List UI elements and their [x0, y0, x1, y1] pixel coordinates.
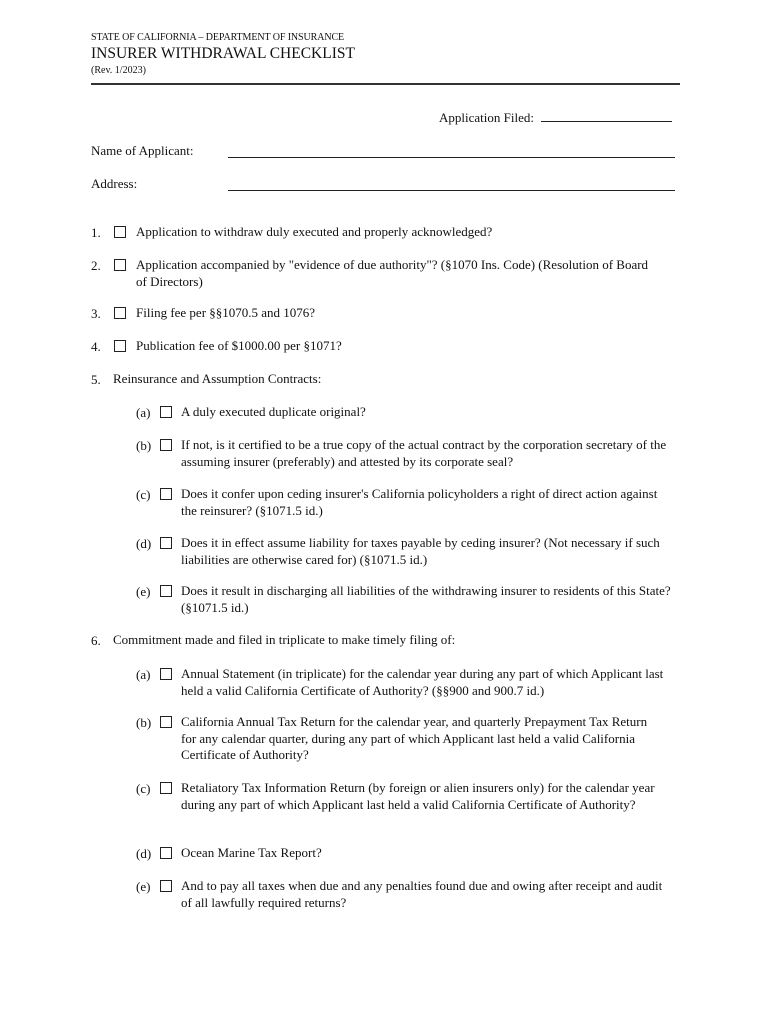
item-3-text: Filing fee per §§1070.5 and 1076?	[136, 305, 316, 320]
revision-note: (Rev. 1/2023)	[91, 65, 146, 76]
sub-item-letter: (a)	[136, 405, 151, 420]
page-title: INSURER WITHDRAWAL CHECKLIST	[91, 45, 355, 62]
item-6a-checkbox[interactable]	[160, 668, 172, 680]
item-6a-text: Annual Statement (in triplicate) for the calendar year during any part of which Applicant last held a valid California Certificate of Authority? (§§900 and 900.7 id.)	[181, 666, 664, 698]
applicant-name-label: Name of Applicant:	[91, 143, 194, 158]
item-6b-text: California Annual Tax Return for the calendar year, and quarterly Prepayment Tax Return for any calendar quarter, during any part of which Applicant last held a valid California Certificate of Authority?	[181, 714, 648, 762]
item-number: 5.	[91, 372, 101, 387]
item-5e-checkbox[interactable]	[160, 585, 172, 597]
item-5b-text: If not, is it certified to be a true copy of the actual contract by the corporation secretary of the assuming insurer (preferably) and attested by its corporate seal?	[181, 437, 667, 469]
sub-item-letter: (e)	[136, 879, 151, 894]
item-2-text: Application accompanied by "evidence of due authority"? (§1070 Ins. Code) (Resolution of Board of Directors)	[136, 257, 649, 289]
sub-item-letter: (a)	[136, 667, 151, 682]
applicant-name-field[interactable]	[228, 147, 675, 158]
sub-item-letter: (e)	[136, 584, 151, 599]
sub-item-letter: (d)	[136, 536, 152, 551]
item-4-checkbox[interactable]	[114, 340, 126, 352]
item-1-checkbox[interactable]	[114, 226, 126, 238]
item-6e-checkbox[interactable]	[160, 880, 172, 892]
sub-item-letter: (b)	[136, 715, 152, 730]
item-number: 4.	[91, 339, 101, 354]
agency-name: STATE OF CALIFORNIA – DEPARTMENT OF INSURANCE	[91, 32, 345, 43]
address-field[interactable]	[228, 180, 675, 191]
item-6d-checkbox[interactable]	[160, 847, 172, 859]
item-6c-checkbox[interactable]	[160, 782, 172, 794]
item-5a-checkbox[interactable]	[160, 406, 172, 418]
application-filed-field[interactable]	[541, 111, 672, 122]
item-6d-text: Ocean Marine Tax Report?	[181, 845, 322, 860]
sub-item-letter: (c)	[136, 781, 151, 796]
item-5e-text: Does it result in discharging all liabilities of the withdrawing insurer to residents of this State? (§1071.5 id.)	[181, 583, 671, 615]
item-number: 3.	[91, 306, 101, 321]
item-5b-checkbox[interactable]	[160, 439, 172, 451]
header-divider	[91, 83, 680, 85]
item-5d-text: Does it in effect assume liability for taxes payable by ceding insurer? (Not necessary if such liabilities are otherwise cared for) (§1071.5 id.)	[181, 535, 660, 567]
item-5-heading: Reinsurance and Assumption Contracts:	[113, 371, 322, 386]
sub-item-letter: (c)	[136, 487, 151, 502]
application-filed-label: Application Filed:	[439, 110, 534, 125]
sub-item-letter: (b)	[136, 438, 152, 453]
application-filed-row	[439, 110, 672, 126]
item-3-checkbox[interactable]	[114, 307, 126, 319]
item-1-text: Application to withdraw duly executed and properly acknowledged?	[136, 224, 493, 239]
item-5c-text: Does it confer upon ceding insurer's California policyholders a right of direct action against the reinsurer? (§1071.5 id.)	[181, 486, 658, 518]
item-number: 1.	[91, 225, 101, 240]
item-6e-text: And to pay all taxes when due and any penalties found due and owing after receipt and audit of all lawfully required returns?	[181, 878, 663, 910]
item-6-heading: Commitment made and filed in triplicate to make timely filing of:	[113, 632, 456, 647]
item-5a-text: A duly executed duplicate original?	[181, 404, 366, 419]
item-2-checkbox[interactable]	[114, 259, 126, 271]
item-6c-text: Retaliatory Tax Information Return (by foreign or alien insurers only) for the calendar year during any part of which Applicant last held a valid California Certificate of Authority?	[181, 780, 655, 812]
item-5c-checkbox[interactable]	[160, 488, 172, 500]
sub-item-letter: (d)	[136, 846, 152, 861]
item-6b-checkbox[interactable]	[160, 716, 172, 728]
item-number: 2.	[91, 258, 101, 273]
item-number: 6.	[91, 633, 101, 648]
item-4-text: Publication fee of $1000.00 per §1071?	[136, 338, 342, 353]
item-5d-checkbox[interactable]	[160, 537, 172, 549]
address-label: Address:	[91, 176, 138, 191]
